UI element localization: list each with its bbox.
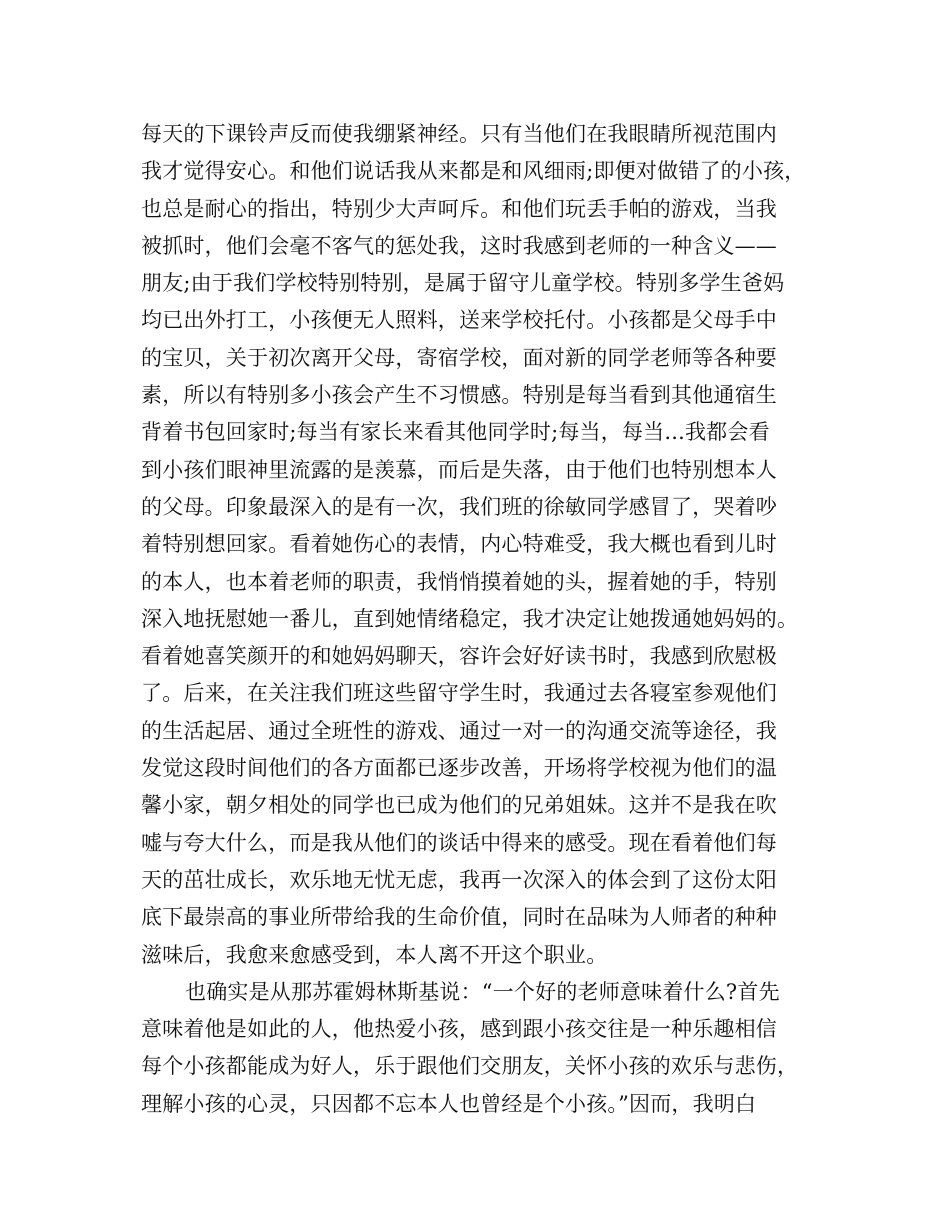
text-line: 着特别想回家。看着她伤心的表情，内心特难受，我大概也看到儿时: [141, 532, 777, 557]
text-line: 意味着他是如此的人，他热爱小孩，感到跟小孩交往是一种乐趣相信: [141, 1017, 777, 1042]
text-line: 了。后来，在关注我们班这些留守学生时，我通过去各寝室参观他们: [141, 681, 777, 706]
text-line: 素，所以有特别多小孩会产生不习惯感。特别是每当看到其他通宿生: [141, 383, 777, 408]
text-line: 的父母。印象最深入的是有一次，我们班的徐敏同学感冒了，哭着吵: [141, 494, 777, 519]
text-line: 的生活起居、通过全班性的游戏、通过一对一的沟通交流等途径，我: [141, 718, 777, 743]
text-line: 均已出外打工，小孩便无人照料，送来学校托付。小孩都是父母手中: [141, 308, 777, 333]
text-line: 滋味后，我愈来愈感受到，本人离不开这个职业。: [141, 942, 608, 967]
text-line: 看着她喜笑颜开的和她妈妈聊天，容许会好好读书时，我感到欣慰极: [141, 644, 777, 669]
text-line: 的宝贝，关于初次离开父母，寄宿学校，面对新的同学老师等各种要: [141, 345, 777, 370]
text-line: 底下最崇高的事业所带给我的生命价值，同时在品味为人师者的种种: [141, 905, 777, 930]
text-line: 天的茁壮成长，欢乐地无忧无虑，我再一次深入的体会到了这份太阳: [141, 867, 777, 892]
text-line: 每个小孩都能成为好人，乐于跟他们交朋友，关怀小孩的欢乐与悲伤，: [141, 1054, 799, 1079]
text-line: 深入地抚慰她一番儿，直到她情绪稳定，我才决定让她拨通她妈妈的。: [141, 606, 799, 631]
text-line: 每天的下课铃声反而使我绷紧神经。只有当他们在我眼睛所视范围内: [141, 122, 777, 146]
text-line: 嘘与夸大什么，而是我从他们的谈话中得来的感受。现在看着他们每: [141, 830, 777, 855]
text-line: 到小孩们眼神里流露的是羡慕，而后是失落，由于他们也特别想本人: [141, 457, 777, 482]
text-line: 朋友;由于我们学校特别特别，是属于留守儿童学校。特别多学生爸妈: [141, 271, 785, 296]
text-line: 也总是耐心的指出，特别少大声呵斥。和他们玩丢手帕的游戏，当我: [141, 196, 777, 221]
text-line: 背着书包回家时;每当有家长来看其他同学时;每当，每当...我都会看: [141, 420, 770, 445]
text-line: 我才觉得安心。和他们说话我从来都是和风细雨;即便对做错了的小孩，: [141, 159, 806, 184]
text-line: 理解小孩的心灵，只因都不忘本人也曾经是个小孩。”因而，我明白: [141, 1091, 757, 1116]
text-line: 被抓时，他们会毫不客气的惩处我，这时我感到老师的一种含义——: [141, 233, 777, 258]
body-text: [141, 116, 821, 1123]
paragraph-first-line: 也确实是从那苏霍姆林斯基说：“一个好的老师意味着什么?首先: [185, 979, 780, 1004]
text-line: 发觉这段时间他们的各方面都已逐步改善，开场将学校视为他们的温: [141, 756, 777, 781]
text-line: 的本人，也本着老师的职责，我悄悄摸着她的头，握着她的手，特别: [141, 569, 777, 594]
text-line: 馨小家，朝夕相处的同学也已成为他们的兄弟姐妹。这并不是我在吹: [141, 793, 777, 818]
